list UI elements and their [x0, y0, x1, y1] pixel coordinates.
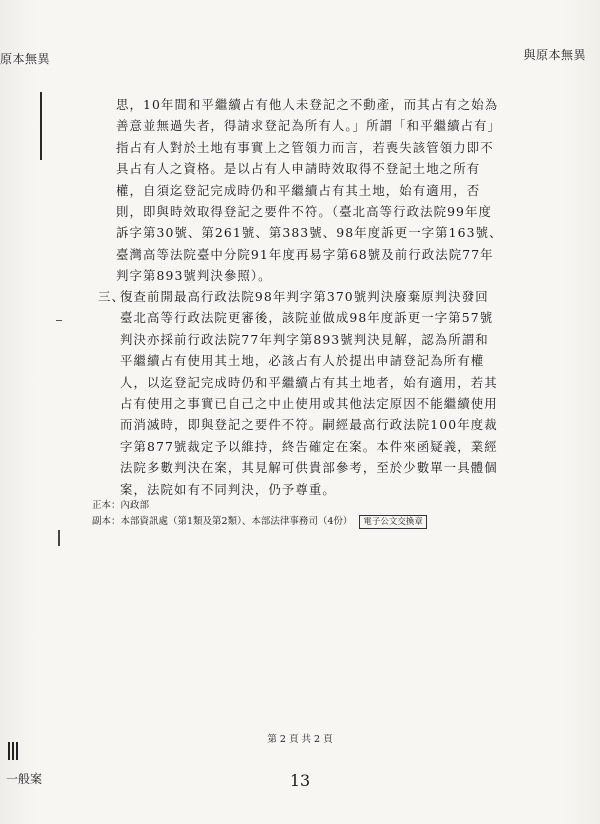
- list-item-number: 三、: [98, 289, 125, 304]
- bar: [12, 742, 14, 760]
- list-item-3: [98, 286, 502, 500]
- binding-bars: [8, 742, 20, 764]
- bar: [16, 742, 18, 760]
- case-type-label: 一般案: [6, 772, 43, 786]
- copy-recipients-text: 副本：本部資訊處（第1類及第2類）、本部法律事務司（4份）: [92, 516, 353, 527]
- list-item-text: 復查前開最高行政法院98年判字第370號判決廢棄原判決發回臺北高等行政法院更審後，該院並做成98年度訴更一字第57號判決亦採前行政法院77年判字第893號判決見解，認為所謂和平繼續占有使用其土地，必該占有人於提出申請登記為所有權人，以迄登記完成時仍和平繼續占有其土地者，始有適用，若其占有使用之事實已自己之中止使用或其他法定原因不能繼續使用而消滅時，即與登記之要件不符。嗣經最高行政法院100年度裁字第877號裁定予以維持，終告確定在案。本件來函疑義，業經法院多數判決在案，其見解可供貴部參考，至於少數單一具體個案，法院如有不同判決，仍予尊重。: [120, 289, 498, 497]
- bar: [8, 742, 10, 760]
- paragraph-continued: 思，10年間和平繼續占有他人未登記之不動產，而其占有之始為善意並無過失者，得請求登記為所有人。」所謂「和平繼續占有」指占有人對於土地有事實上之管領力而言，若喪失該管領力即不具占有人之資格。是以占有人申請時效取得不登記土地之所有權，自須迄登記完成時仍和平繼續占有其土地，始有適用，否則，即與時效取得登記之要件不符。（臺北高等行政法院99年度訴字第30號、第261號、第383號、98年度訴更一字第163號、臺灣高等法院臺中分院91年度再易字第68號及前行政法院77年判字第893號判決參照）。: [116, 97, 503, 284]
- original-recipient: 正本：內政部: [92, 500, 150, 511]
- binding-mark: [40, 92, 42, 160]
- exchange-seal: 電子公文交換章: [359, 515, 427, 529]
- distribution-list: [92, 498, 427, 530]
- copy-recipients: [92, 514, 427, 530]
- bottom-page-number: 13: [289, 771, 311, 790]
- certified-copy-stamp-left: 原本無異: [0, 52, 51, 66]
- margin-mark: [58, 530, 60, 546]
- page-indicator: 第 2 頁 共 2 頁: [267, 734, 333, 745]
- certified-copy-stamp-right: 與原本無異: [523, 48, 586, 62]
- margin-tick: [56, 320, 62, 321]
